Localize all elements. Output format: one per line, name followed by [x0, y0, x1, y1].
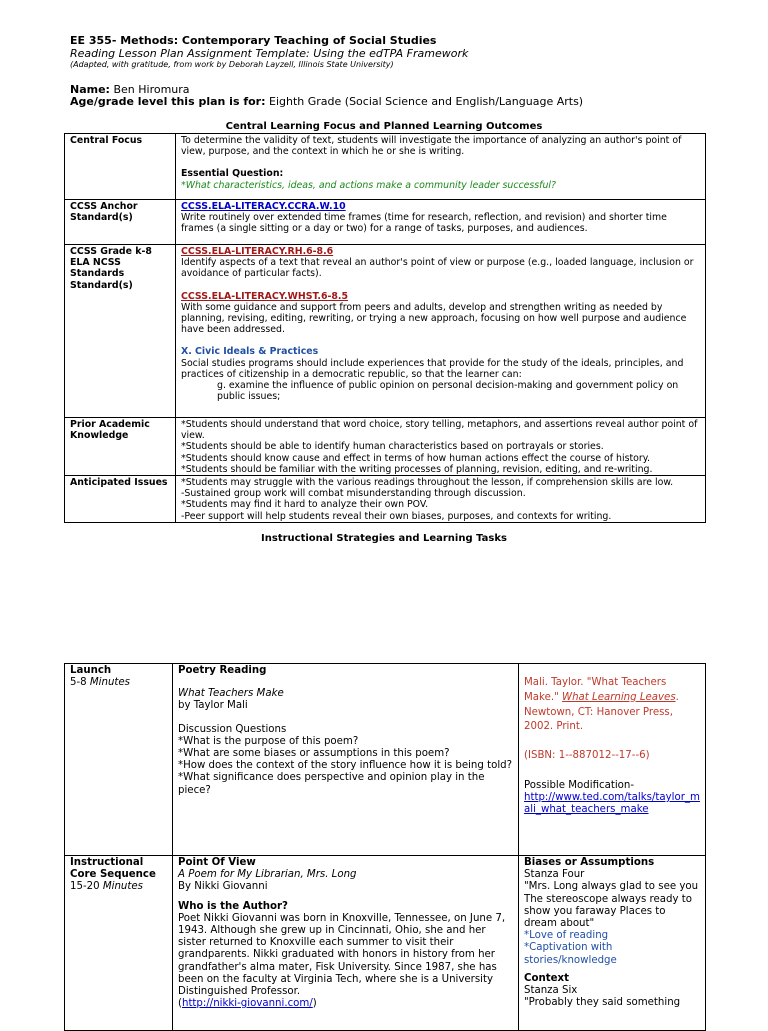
essential-question-label: Essential Question: — [181, 168, 284, 180]
prior-knowledge-line: *Students should understand that word choice, story telling, metaphors, and assertions reveal author point of view. — [181, 419, 698, 442]
prior-knowledge-label: Prior Academic Knowledge — [65, 418, 176, 476]
rh-standard-link[interactable]: CCSS.ELA-LITERACY.RH.6-8.6 — [181, 246, 334, 257]
stanza-four-label: Stanza Four — [524, 869, 585, 881]
name-value: Ben Hiromura — [113, 83, 190, 96]
anchor-standard-link[interactable]: CCSS.ELA-LITERACY.CCRA.W.10 — [181, 201, 346, 212]
core-content-cell — [173, 856, 519, 1031]
bias-note: *Captivation with stories/knowledge — [524, 942, 617, 966]
author-bio: Poet Nikki Giovanni was born in Knoxville, Tennessee, on June 7, 1943. Although she grew up in Cincinnati, Ohio, she and her sister returned to Knoxville each summer to visit their grandparents. Nikki graduated with honors in history from her grandfather's alma mater, Fisk University. Since 1987, she has been on the faculty at Virginia Tech, where she is a University Distinguished Professor. — [178, 912, 506, 998]
central-focus-text: To determine the validity of text, students will investigate the importance of analyzing an author's point of view, purpose, and the context in which he or she is writing. — [181, 135, 682, 158]
table-row — [65, 418, 706, 476]
isbn-text: (ISBN: 1--887012--17--6) — [524, 750, 650, 762]
context-label: Context — [524, 972, 569, 984]
author-website-link[interactable]: http://nikki-giovanni.com/ — [181, 998, 313, 1010]
credit-line: (Adapted, with gratitude, from work by Deborah Layzell, Illinois State University) — [70, 60, 394, 69]
discussion-question: *What significance does perspective and opinion play in the piece? — [178, 772, 485, 796]
ncss-text: Social studies programs should include experiences that provide for the study of the ideals, principles, and practices of citizenship in a democratic republic, so that the learner can: — [181, 357, 684, 380]
core-author: By Nikki Giovanni — [178, 881, 268, 893]
anchor-standard-label: CCSS Anchor Standard(s) — [65, 200, 176, 245]
table-row — [65, 134, 706, 200]
citation-text: Mali. Taylor. "What Teachers Make." — [524, 677, 667, 703]
strategies-table — [64, 663, 706, 1031]
course-title: EE 355- Methods: Contemporary Teaching of Social Studies — [70, 34, 437, 47]
anchor-standard-cell — [176, 200, 706, 245]
table-row — [65, 664, 706, 856]
core-time-unit: Minutes — [102, 881, 143, 893]
discussion-question: *What is the purpose of this poem? — [178, 735, 359, 747]
whst-standard-text: With some guidance and support from peers and adults, develop and strengthen writing as needed by planning, revising, editing, rewriting, or trying a new approach, focusing on how well purpose and audience have been addressed. — [181, 301, 687, 336]
launch-work-title: What Teachers Make — [178, 688, 284, 700]
launch-heading: Poetry Reading — [178, 665, 267, 676]
grade-standard-cell — [176, 245, 706, 418]
who-author-label: Who is the Author? — [178, 900, 288, 912]
bias-note: *Love of reading — [524, 930, 609, 942]
launch-label-cell — [65, 664, 173, 856]
stanza-six-quote: "Probably they said something — [524, 997, 681, 1009]
core-label: Instructional Core Sequence — [70, 857, 156, 881]
grade-standard-label: CCSS Grade k-8 ELA NCSS Standards Standard(s) — [65, 245, 176, 418]
name-label: Name: — [70, 83, 110, 96]
prior-knowledge-line: *Students should know cause and effect in terms of how human actions effect the course of history. — [181, 452, 650, 464]
bias-label: Biases or Assumptions — [524, 857, 655, 868]
anticipated-issues-line: -Sustained group work will combat misunderstanding through discussion. — [181, 488, 526, 500]
ncss-item: g. examine the influence of public opinion on personal decision-making and government policy on public issues; — [217, 380, 679, 403]
core-work-title: A Poem for My Librarian, Mrs. Long — [178, 869, 357, 881]
discussion-question: *What are some biases or assumptions in this poem? — [178, 748, 450, 760]
prior-knowledge-line: *Students should be able to identify human characteristics based on portrayals or stories. — [181, 441, 604, 453]
launch-time-unit: Minutes — [89, 677, 130, 689]
launch-content-cell — [173, 664, 519, 856]
table-row — [65, 245, 706, 418]
anchor-standard-text: Write routinely over extended time frames (time for research, reflection, and revision) and shorter time frames (a single sitting or a day or two) for a range of tasks, purposes, and audiences. — [181, 212, 667, 235]
citation-text-end: . Newtown, CT: Hanover Press, 2002. Print. — [524, 691, 679, 733]
central-focus-label: Central Focus — [65, 134, 176, 200]
stanza-four-quote: "Mrs. Long always glad to see you The stereoscope always ready to show you faraway Places to dream about" — [524, 881, 699, 930]
core-time-num: 15-20 — [70, 881, 100, 893]
prior-knowledge-line: *Students should be familiar with the writing processes of planning, revision, editing, and re-writing. — [181, 463, 653, 475]
rh-standard-text: Identify aspects of a text that reveal an author's point of view or purpose (e.g., loaded language, inclusion or avoidance of particular facts). — [181, 257, 694, 280]
section-title-strategies: Instructional Strategies and Learning Tasks — [261, 533, 507, 544]
outcomes-table — [64, 133, 706, 523]
launch-label: Launch — [70, 665, 112, 676]
discussion-question: *How does the context of the story influence how it is being told? — [178, 760, 513, 772]
anticipated-issues-line: *Students may find it hard to analyze their own POV. — [181, 499, 429, 511]
core-label-cell — [65, 856, 173, 1031]
table-row — [65, 856, 706, 1031]
core-notes-cell — [519, 856, 706, 1031]
anticipated-issues-cell — [176, 476, 706, 523]
grade-value: Eighth Grade (Social Science and English/Language Arts) — [269, 95, 584, 108]
stanza-six-label: Stanza Six — [524, 985, 578, 997]
table-row — [65, 476, 706, 523]
author-link-line: (http://nikki-giovanni.com/) — [178, 998, 317, 1010]
section-title-outcomes: Central Learning Focus and Planned Learning Outcomes — [225, 121, 543, 132]
grade-line — [70, 95, 583, 108]
essential-question-text: *What characteristics, ideas, and actions make a community leader successful? — [181, 179, 557, 191]
launch-author: by Taylor Mali — [178, 700, 248, 712]
modification-label: Possible Modification- — [524, 779, 635, 791]
whst-standard-link[interactable]: CCSS.ELA-LITERACY.WHST.6-8.5 — [181, 290, 349, 302]
discussion-questions-label: Discussion Questions — [178, 723, 287, 735]
launch-time-num: 5-8 — [70, 677, 87, 689]
anticipated-issues-line: -Peer support will help students reveal their own biases, purposes, and contexts for writing. — [181, 510, 612, 522]
grade-label: Age/grade level this plan is for: — [70, 95, 266, 108]
modification-link[interactable]: http://www.ted.com/talks/taylor_mali_what_teachers_make — [524, 792, 700, 816]
table-row — [65, 200, 706, 245]
anticipated-issues-label: Anticipated Issues — [65, 476, 176, 523]
prior-knowledge-cell — [176, 418, 706, 476]
template-subtitle: Reading Lesson Plan Assignment Template: Using the edTPA Framework — [70, 47, 469, 60]
central-focus-cell — [176, 134, 706, 200]
anticipated-issues-line: *Students may struggle with the various readings throughout the lesson, if comprehension skills are low. — [181, 477, 674, 489]
ncss-title: X. Civic Ideals & Practices — [181, 346, 319, 358]
citation-link[interactable]: What Learning Leaves — [562, 691, 676, 703]
core-heading: Point Of View — [178, 857, 256, 868]
launch-resources-cell — [519, 664, 706, 856]
